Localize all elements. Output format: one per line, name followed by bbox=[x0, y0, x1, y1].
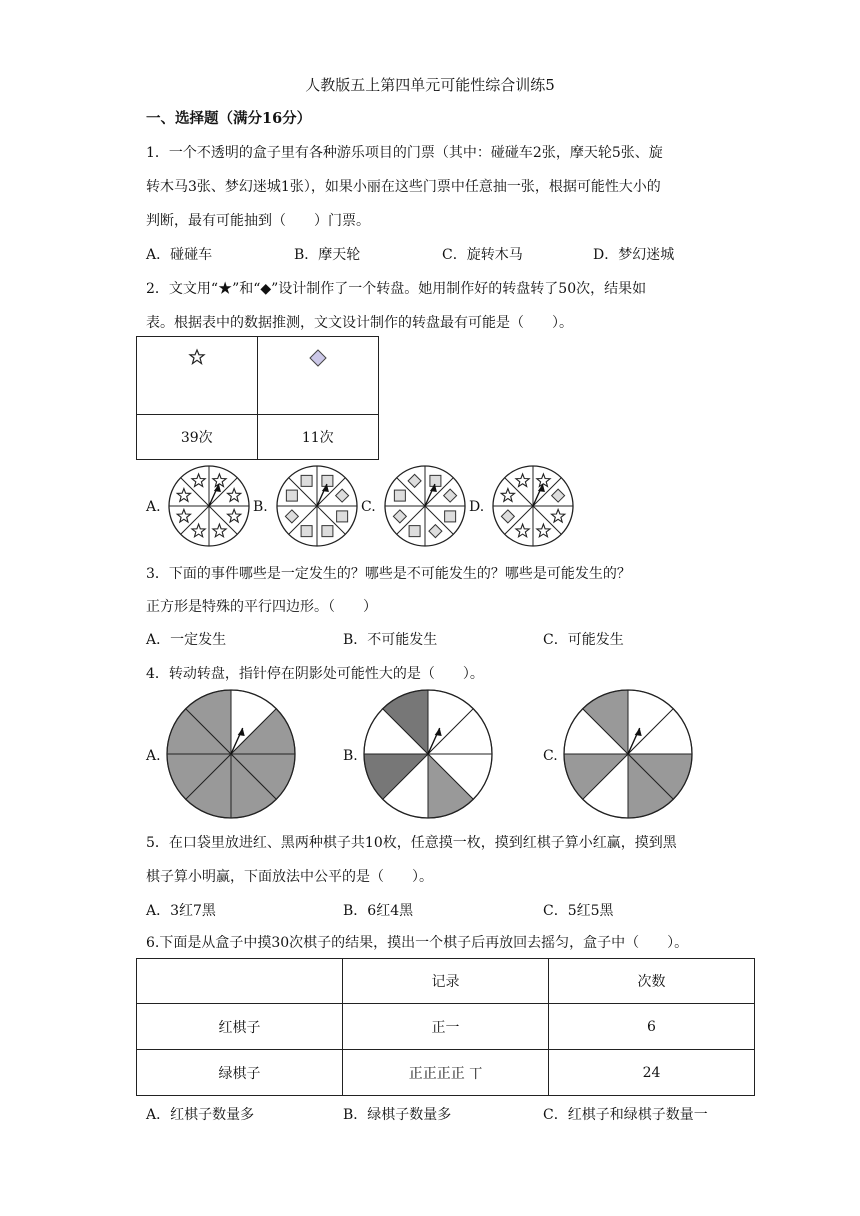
sector-divider bbox=[317, 506, 345, 534]
spinner-sector bbox=[583, 754, 628, 818]
q3-option-c[interactable]: C．可能发生 bbox=[543, 632, 624, 648]
pointer-head-icon bbox=[430, 484, 437, 492]
q5-option-c[interactable]: C．5红5黑 bbox=[543, 903, 614, 919]
diamond-cell bbox=[257, 337, 379, 415]
diamond-icon bbox=[444, 489, 457, 502]
star-icon bbox=[516, 474, 529, 487]
sector-divider bbox=[533, 478, 561, 506]
sector-divider bbox=[397, 506, 425, 534]
q4-spinner-c bbox=[564, 690, 692, 818]
q4-option-c-label[interactable]: C. bbox=[543, 748, 558, 764]
spinner-outline bbox=[564, 690, 692, 818]
spinner-sector bbox=[231, 754, 276, 818]
sector-divider bbox=[505, 478, 533, 506]
square-icon bbox=[322, 526, 333, 537]
star-icon bbox=[516, 524, 529, 537]
diamond-icon bbox=[393, 510, 406, 523]
square-icon bbox=[322, 475, 333, 486]
spinner-sector bbox=[628, 754, 692, 799]
q6-header-count: 次数 bbox=[548, 959, 754, 1004]
sector-divider bbox=[289, 506, 317, 534]
q3-line-1: 3．下面的事件哪些是一定发生的？哪些是不可能发生的？哪些是可能发生的？ bbox=[146, 566, 631, 582]
spinner-outline bbox=[167, 690, 295, 818]
star-icon bbox=[228, 489, 241, 502]
spinner-sector bbox=[628, 709, 692, 754]
spinner-sector bbox=[564, 709, 628, 754]
sector-divider bbox=[397, 478, 425, 506]
sector-divider bbox=[209, 506, 237, 534]
square-icon bbox=[409, 526, 420, 537]
q5-option-a[interactable]: A．3红7黑 bbox=[146, 903, 216, 919]
spinner-sector bbox=[628, 690, 673, 754]
q6-row-red-count: 6 bbox=[548, 1004, 754, 1050]
q2-option-c-label[interactable]: C. bbox=[361, 499, 376, 515]
q5-option-b[interactable]: B．6红4黑 bbox=[343, 903, 414, 919]
star-icon bbox=[213, 474, 226, 487]
q3-option-a[interactable]: A．一定发生 bbox=[146, 632, 227, 648]
q6-result-table bbox=[136, 958, 755, 1096]
sector-divider bbox=[533, 506, 561, 534]
sector-divider bbox=[425, 478, 453, 506]
q2-option-b-label[interactable]: B. bbox=[253, 499, 268, 515]
pointer-head-icon bbox=[435, 728, 442, 736]
sector-divider bbox=[209, 478, 237, 506]
q6-row-green-tally: 正正正正 bbox=[408, 1065, 465, 1082]
spinner-outline bbox=[364, 690, 492, 818]
q1-option-b[interactable]: B．摩天轮 bbox=[294, 247, 361, 263]
q1-option-d[interactable]: D．梦幻迷城 bbox=[593, 247, 675, 263]
spinner-sector bbox=[167, 709, 231, 754]
q6-row-red-tally: 正一 bbox=[342, 1004, 548, 1050]
star-icon bbox=[228, 509, 241, 522]
pointer-head-icon bbox=[538, 484, 545, 492]
star-icon bbox=[537, 524, 550, 537]
star-icon bbox=[552, 509, 565, 522]
q5-line-1: 5．在口袋里放进红、黑两种棋子共10枚，任意摸一枚，摸到红棋子算小红赢，摸到黑 bbox=[146, 835, 677, 851]
q4-spinner-a bbox=[167, 690, 295, 818]
q1-option-c[interactable]: C．旋转木马 bbox=[442, 247, 523, 263]
spinner-sector bbox=[364, 754, 428, 799]
star-count: 39次 bbox=[137, 415, 258, 460]
section-heading: 一、选择题（满分16分） bbox=[146, 110, 312, 127]
square-icon bbox=[445, 511, 456, 522]
pointer-icon bbox=[533, 484, 543, 506]
spinner-sector bbox=[428, 754, 473, 818]
star-icon bbox=[537, 474, 550, 487]
square-icon bbox=[337, 511, 348, 522]
pointer-icon bbox=[209, 484, 219, 506]
sector-divider bbox=[425, 506, 453, 534]
spinner-sector bbox=[383, 754, 428, 818]
pointer-icon bbox=[317, 484, 327, 506]
q3-option-b[interactable]: B．不可能发生 bbox=[343, 632, 438, 648]
q2-spinner-d bbox=[493, 466, 573, 546]
spinner-sector bbox=[231, 709, 295, 754]
q5-line-2: 棋子算小明赢，下面放法中公平的是（ ）。 bbox=[146, 869, 433, 885]
spinner-sector bbox=[428, 709, 492, 754]
spinner-outline bbox=[493, 466, 573, 546]
spinner-sector bbox=[364, 709, 428, 754]
q2-line-1: 2．文文用“★”和“◆”设计制作了一个转盘。她用制作好的转盘转了50次，结果如 bbox=[146, 281, 647, 297]
diamond-icon bbox=[309, 349, 327, 367]
pointer-head-icon bbox=[214, 484, 221, 492]
star-icon bbox=[192, 524, 205, 537]
square-icon bbox=[301, 475, 312, 486]
sector-divider bbox=[181, 506, 209, 534]
q6-line: 6.下面是从盒子中摸30次棋子的结果，摸出一个棋子后再放回去摇匀，盒子中（ ）。 bbox=[146, 935, 689, 951]
q6-header-empty bbox=[137, 959, 343, 1004]
q4-option-b-label[interactable]: B. bbox=[343, 748, 358, 764]
q2-option-d-label[interactable]: D. bbox=[469, 499, 485, 515]
sector-divider bbox=[181, 478, 209, 506]
star-icon bbox=[501, 489, 514, 502]
q4-spinner-b bbox=[364, 690, 492, 818]
spinner-outline bbox=[277, 466, 357, 546]
q3-line-2: 正方形是特殊的平行四边形。（ ） bbox=[146, 599, 377, 615]
spinner-sector bbox=[231, 690, 276, 754]
pointer-head-icon bbox=[635, 728, 642, 736]
q6-row-red-label: 红棋子 bbox=[137, 1004, 343, 1050]
pointer-icon bbox=[428, 728, 440, 754]
diamond-icon bbox=[429, 525, 442, 538]
diamond-icon bbox=[408, 474, 421, 487]
q6-row-green-count: 24 bbox=[548, 1050, 754, 1096]
q2-spinner-c bbox=[385, 466, 465, 546]
q1-line-2: 转木马3张、梦幻迷城1张），如果小丽在这些门票中任意抽一张，根据可能性大小的 bbox=[146, 179, 661, 195]
pointer-head-icon bbox=[322, 484, 329, 492]
q2-spinner-a bbox=[169, 466, 249, 546]
q4-line: 4．转动转盘，指针停在阴影处可能性大的是（ ）。 bbox=[146, 666, 484, 682]
sector-divider bbox=[505, 506, 533, 534]
spinner-sector bbox=[186, 754, 231, 818]
spinner-sector bbox=[583, 690, 628, 754]
q2-result-table bbox=[136, 336, 379, 460]
diamond-icon bbox=[336, 489, 349, 502]
q6-option-c[interactable]: C．红棋子和绿棋子数量一 bbox=[543, 1107, 708, 1123]
square-icon bbox=[430, 475, 441, 486]
spinner-outline bbox=[385, 466, 465, 546]
pointer-icon bbox=[231, 728, 243, 754]
spinner-sector bbox=[186, 690, 231, 754]
spinner-sector bbox=[383, 690, 428, 754]
q6-header-record: 记录 bbox=[342, 959, 548, 1004]
q1-line-1: 1．一个不透明的盒子里有各种游乐项目的门票（其中：碰碰车2张，摩天轮5张、旋 bbox=[146, 145, 663, 161]
star-icon bbox=[213, 524, 226, 537]
star-icon bbox=[177, 489, 190, 502]
spinner-sector bbox=[628, 754, 673, 818]
sector-divider bbox=[289, 478, 317, 506]
q1-option-a[interactable]: A．碰碰车 bbox=[146, 247, 213, 263]
spinner-sector bbox=[231, 754, 295, 799]
spinner-sector bbox=[564, 754, 628, 799]
star-icon bbox=[192, 474, 205, 487]
star-icon bbox=[177, 509, 190, 522]
q4-option-a-label[interactable]: A. bbox=[146, 748, 161, 764]
diamond-icon bbox=[501, 510, 514, 523]
pointer-icon bbox=[425, 484, 435, 506]
square-icon bbox=[394, 490, 405, 501]
q6-option-a[interactable]: A．红棋子数量多 bbox=[146, 1107, 255, 1123]
q2-option-a-label[interactable]: A. bbox=[146, 499, 161, 515]
q6-row-green-tally-cell bbox=[342, 1050, 548, 1096]
spinner-sector bbox=[167, 754, 231, 799]
star-cell bbox=[137, 337, 258, 415]
spinner-sector bbox=[428, 754, 492, 799]
q2-spinner-b bbox=[277, 466, 357, 546]
diamond-icon bbox=[552, 489, 565, 502]
spinner-sector bbox=[428, 690, 473, 754]
square-icon bbox=[286, 490, 297, 501]
spinner-outline bbox=[169, 466, 249, 546]
sector-divider bbox=[317, 478, 345, 506]
q2-line-2: 表。根据表中的数据推测，文文设计制作的转盘最有可能是（ ）。 bbox=[146, 315, 573, 331]
page-title: 人教版五上第四单元可能性综合训练5 bbox=[305, 76, 555, 94]
square-icon bbox=[301, 526, 312, 537]
diamond-count: 11次 bbox=[257, 415, 379, 460]
q1-line-3: 判断，最有可能抽到（ ）门票。 bbox=[146, 213, 370, 229]
q6-row-green-label: 绿棋子 bbox=[137, 1050, 343, 1096]
q6-option-b[interactable]: B．绿棋子数量多 bbox=[343, 1107, 452, 1123]
pointer-icon bbox=[628, 728, 640, 754]
diamond-icon bbox=[285, 510, 298, 523]
star-icon bbox=[189, 349, 205, 365]
pointer-head-icon bbox=[238, 728, 245, 736]
tally-partial-mark: 丅 bbox=[469, 1066, 483, 1082]
